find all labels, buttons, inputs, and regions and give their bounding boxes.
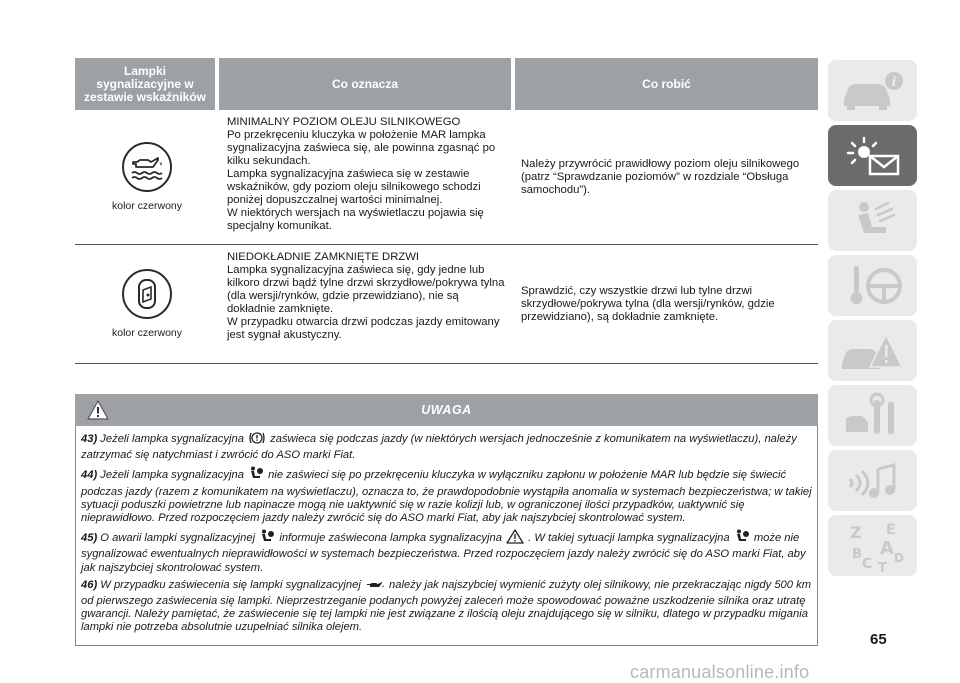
warning-note xyxy=(81,579,812,635)
meaning-text: Lampka sygnalizacyjna zaświeca się w zestawie wskaźników, gdy poziom oleju silnikowego schodzi poniżej dopuszczalnej wartości minimalnej. xyxy=(227,168,481,206)
note-number: 43) xyxy=(81,433,98,445)
airbag-icon xyxy=(248,466,264,485)
svg-text:E: E xyxy=(885,521,896,538)
note-text: nie zaświeci się po przekręceniu kluczyka w wyłączniku zapłonu w położenie MAR lub będzie się świecić podczas jazdy (razem z komunikatem na wyświetlaczu), oznacza to, że prawdopodobnie wystąpiła anomalia w systemach bezpieczeństwa; w takiej sytuacji poduszki powietrzne lub napinacze mogą nie uaktywnić się w razie kolizji lub, w ograniczonej ilości przypadków, uaktywnić się nieprawidłowo. Przed rozpoczęciem jazdy należy zwrócić się do ASO marki Fiat, aby jak najszybciej skontrolować system. xyxy=(81,469,812,525)
breakdown-triangle-icon xyxy=(838,327,908,375)
tab-maintenance[interactable] xyxy=(828,385,917,446)
lamp-cell xyxy=(75,245,219,363)
lamp-cell xyxy=(75,110,219,244)
warning-note xyxy=(81,466,812,525)
row-title: NIEDOKŁADNIE ZAMKNIĘTE DRZWI xyxy=(227,251,420,263)
tab-car-info[interactable] xyxy=(828,60,917,121)
svg-text:C: C xyxy=(861,555,872,572)
warning-body xyxy=(75,426,818,646)
door-open-icon xyxy=(122,269,172,319)
note-text: informuje zaświecona lampka sygnalizacyjna xyxy=(279,532,502,545)
warning-lights-icon xyxy=(838,132,908,180)
steering-key-icon xyxy=(838,262,908,310)
warning-lights-table xyxy=(75,58,818,364)
maintenance-tools-icon xyxy=(838,392,908,440)
warning-note xyxy=(81,431,812,462)
warning-box xyxy=(75,394,818,646)
action-cell: Sprawdzić, czy wszystkie drzwi lub tylne drzwi skrzydłowe/pokrywa tylna (dla wersji/rynków, gdzie przewidziano), są dokładnie zamknięte. xyxy=(521,284,775,323)
meaning-text: Lampka sygnalizacyjna zaświeca się, gdy jedne lub kilkoro drzwi bądź tylne drzwi skrzydłowe/pokrywa tylna (dla wersji/rynków, gdzie przewidziano), nie są dokładnie zamknięte. xyxy=(227,264,505,315)
note-text: W przypadku zaświecenia się lampki sygnalizacyjnej xyxy=(100,578,361,591)
note-text: O awarii lampki sygnalizacyjnej xyxy=(100,532,256,545)
svg-text:Z: Z xyxy=(849,522,862,542)
color-label: kolor czerwony xyxy=(111,199,183,212)
header-lamps: Lampki sygnalizacyjne w zestawie wskaźników xyxy=(75,58,215,110)
oil-degradation-icon xyxy=(365,579,385,595)
note-number: 46) xyxy=(81,578,98,591)
brake-warning-icon xyxy=(248,431,266,449)
note-text: Jeżeli lampka sygnalizacyjna xyxy=(100,433,244,445)
car-info-icon xyxy=(838,69,908,113)
color-label: kolor czerwony xyxy=(111,326,183,339)
tab-driving[interactable] xyxy=(828,255,917,316)
multimedia-icon xyxy=(838,457,908,505)
table-row xyxy=(75,110,818,245)
airbag-icon xyxy=(734,529,750,548)
oil-can-icon xyxy=(122,142,172,192)
note-text: może nie sygnalizować ewentualnych nieprawidłowości w systemach bezpieczeństwa. Przed rozpoczęciem jazdy należy zwrócić się do ASO marki Fiat, aby jak najszybciej skontrolować system. xyxy=(81,532,806,574)
index-letters-icon xyxy=(838,520,908,572)
meaning-cell xyxy=(219,110,515,244)
svg-text:B: B xyxy=(851,546,862,562)
note-text: . W takiej sytuacji lampka sygnalizacyjna xyxy=(528,532,730,545)
svg-text:A: A xyxy=(879,537,894,559)
tab-warning-lights[interactable] xyxy=(828,125,917,186)
table-header xyxy=(75,58,818,110)
tab-multimedia[interactable] xyxy=(828,450,917,511)
note-number: 44) xyxy=(81,469,98,482)
warning-title: UWAGA xyxy=(421,403,472,417)
svg-text:D: D xyxy=(893,550,904,565)
action-cell: Należy przywrócić prawidłowy poziom oleju silnikowego (patrz “Sprawdzanie poziomów” w rozdziale “Obsługa samochodu”). xyxy=(521,157,800,196)
chapter-sidebar xyxy=(828,60,917,580)
airbag-icon xyxy=(259,529,275,548)
note-text: należy jak najszybciej wymienić zużyty olej silnikowy, nie przekraczając nigdy 500 km od pierwszego zaświecenia się lampki. Nieprzestrzeganie podanych powyżej zaleceń może spowodować poważne uszkodzenie silnika oraz utratę gwarancji. Należy pamiętać, że zaświecenie się tej lampki nie jest związane z ilością oleju znajdującego się w silniku, dlatego w przypadku migania lampki nie potrzeba absolutnie uzupełniać silnika olejem. xyxy=(81,578,812,634)
tab-safety[interactable] xyxy=(828,190,917,251)
meaning-text: Po przekręceniu kluczyka w położenie MAR lampka sygnalizacyjna zaświeca się, ale powinna zgasnąć po kilku sekundach. xyxy=(227,129,496,167)
tab-emergency[interactable] xyxy=(828,320,917,381)
svg-text:i: i xyxy=(891,74,896,90)
table-row xyxy=(75,245,818,364)
airbag-seat-icon xyxy=(838,197,908,245)
note-number: 45) xyxy=(81,532,98,545)
meaning-cell xyxy=(219,245,515,363)
svg-text:T: T xyxy=(877,560,887,572)
watermark: carmanualsonline.info xyxy=(630,662,810,682)
header-action: Co robić xyxy=(515,58,818,110)
warning-header xyxy=(75,394,818,426)
page-number: 65 xyxy=(870,631,887,648)
note-text: Jeżeli lampka sygnalizacyjna xyxy=(100,469,244,482)
tab-index[interactable] xyxy=(828,515,917,576)
general-warning-icon xyxy=(506,529,524,548)
row-title: MINIMALNY POZIOM OLEJU SILNIKOWEGO xyxy=(227,116,461,128)
warning-triangle-icon xyxy=(87,400,109,423)
note-text: zaświeca się podczas jazdy (w niektórych wersjach jednocześnie z komunikatem na wyświetlaczu), należy zatrzymać się natychmiast i zwrócić do ASO marki Fiat. xyxy=(81,433,797,462)
header-meaning: Co oznacza xyxy=(219,58,511,110)
meaning-text: W przypadku otwarcia drzwi podczas jazdy emitowany jest sygnał akustyczny. xyxy=(227,316,500,341)
meaning-text: W niektórych wersjach na wyświetlaczu pojawia się specjalny komunikat. xyxy=(227,207,484,232)
warning-note xyxy=(81,529,812,575)
